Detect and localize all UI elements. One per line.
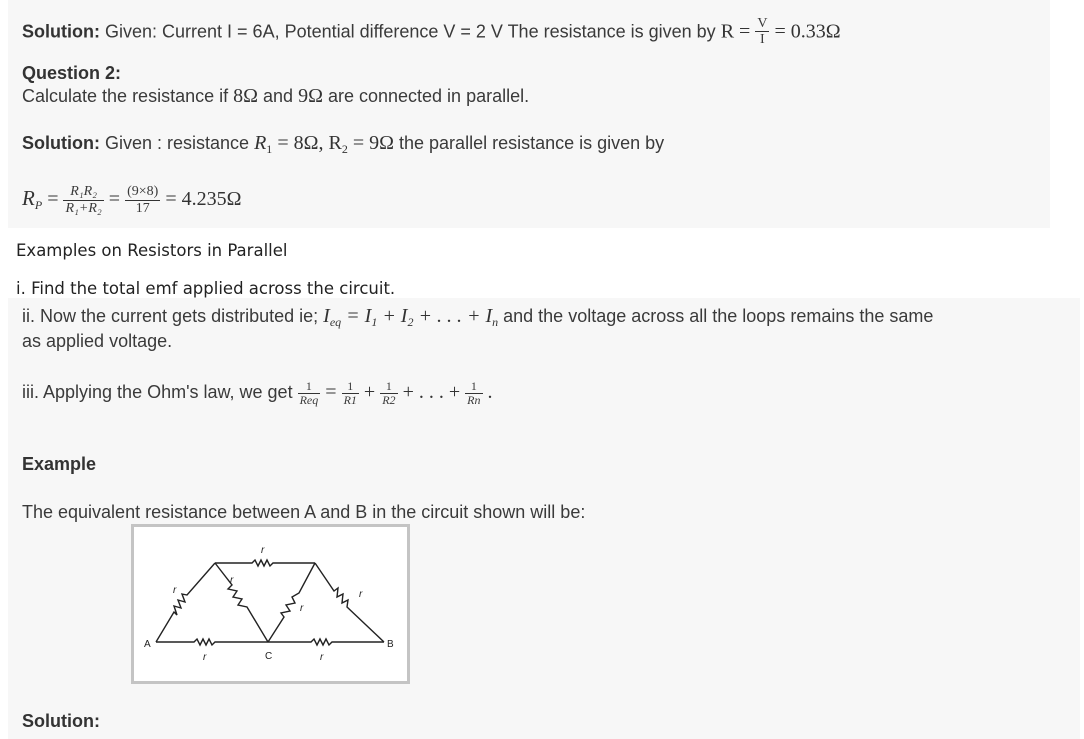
solution-2-label: Solution: [22, 133, 100, 153]
solution-1-label: Solution: [22, 21, 100, 42]
solution-2-text-b: the parallel resistance is given by [399, 133, 665, 153]
question-2-value-1: 8Ω [233, 85, 258, 107]
ohm-fraction-r1: $\frac{1}{R1}$ [343, 378, 357, 407]
step-2-text-b: and the voltage across all the loops remains the same [503, 306, 934, 326]
solution-1-line [22, 16, 841, 48]
parallel-fraction-2 [125, 184, 160, 216]
examples-heading: Examples on Resistors in Parallel [16, 241, 288, 260]
step-2-continuation: as applied voltage. [22, 331, 173, 351]
r-label-bottom-left: r [203, 652, 207, 663]
resistor-diag-c-right [268, 563, 315, 642]
r2-value: = 9Ω [352, 132, 394, 154]
solution-1-text: Given: Current I = 6A, Potential difference V = 2 V The resistance is given by [105, 21, 716, 42]
solution-1-frac-num: V [757, 16, 768, 31]
r-label-diag-a: r [173, 585, 177, 596]
circuit-svg [134, 527, 407, 681]
r-label-diag-left: r [230, 575, 234, 586]
solution-2-text-a: Given : resistance [105, 133, 250, 153]
step-2-math: $I_{eq} = I_1 + I_2$ + . . . + $I_n$ [323, 305, 499, 329]
rn-term: Rn [467, 392, 481, 407]
question-2-text-a: Calculate the resistance if [22, 86, 229, 106]
r1-term: R1 [343, 392, 357, 407]
fraction-2-numerator: (9×8) [127, 184, 159, 200]
req-denominator: Req [299, 392, 319, 407]
r2-symbol: R [328, 132, 342, 154]
r1-symbol: R [254, 132, 267, 154]
ohm-fraction-req [298, 380, 321, 407]
step-1-text: i. Find the total emf applied across the circuit. [16, 279, 396, 298]
step-3-line: iii. Applying the Ohm's law, we get $\frac{1}{\text{Req}}$ = $\frac{1}{R1}$ + $\frac{1}{R2}$ + . . . + $\frac{1}{Rn}$ . [22, 378, 493, 407]
question-2-text-b: and [263, 86, 294, 106]
r2-subscript: 2 [341, 142, 348, 156]
fraction-1-denominator: R₁+R₂ [65, 200, 102, 216]
resistor-bottom-right [268, 639, 384, 645]
solution-3-label: Solution: [22, 711, 100, 731]
resistor-diag-a [156, 563, 215, 642]
req-numerator: 1 [298, 380, 321, 394]
node-a-label: A [144, 639, 151, 650]
resistor-diag-b [315, 563, 384, 642]
question-2-value-2: 9Ω [298, 85, 323, 107]
solution-1-formula-lhs: R = [720, 20, 751, 43]
node-c-label: C [265, 651, 273, 662]
question-2-heading: Question 2: [22, 63, 122, 83]
question-2-text [22, 85, 529, 107]
r-label-bottom-right: r [320, 652, 324, 663]
equals-sign: = [47, 188, 59, 210]
ohm-fraction-r2: $\frac{1}{R2}$ [382, 378, 396, 407]
node-b-label: B [387, 639, 394, 650]
step-2-text-a: ii. Now the current gets distributed ie; [22, 306, 319, 326]
solution-2-line [22, 132, 664, 160]
r-label-top: r [261, 545, 265, 556]
equals-sign-2: = [108, 188, 121, 210]
circuit-diagram [131, 524, 410, 684]
r-label-diag-right: r [300, 603, 304, 614]
solution-1-fraction [755, 16, 769, 48]
solution-1-formula-rhs: = 0.33Ω [774, 20, 841, 43]
r2-term: R2 [382, 392, 396, 407]
resistor-top [215, 560, 315, 566]
fraction-2-denominator: 17 [135, 200, 150, 216]
step-3-text: iii. Applying the Ohm's law, we get [22, 382, 293, 402]
r1-value: = 8Ω, [277, 132, 324, 154]
r1-subscript: 1 [266, 142, 273, 156]
example-heading: Example [22, 454, 97, 474]
resistor-diag-left-c [215, 563, 268, 642]
r-label-diag-b: r [359, 589, 363, 600]
ohm-fraction-rn: $\frac{1}{Rn}$ [467, 378, 481, 407]
parallel-fraction-1 [63, 184, 103, 216]
step-2-line [22, 305, 933, 333]
fraction-1-numerator: R₁R₂ [63, 184, 103, 200]
question-2-text-c: are connected in parallel. [327, 86, 530, 106]
rp-subscript: P [34, 198, 43, 212]
solution-1-frac-den: I [760, 32, 765, 48]
resistor-bottom-left [156, 639, 268, 645]
parallel-formula [22, 176, 242, 227]
example-question: The equivalent resistance between A and B in the circuit shown will be: [22, 502, 586, 522]
rp-symbol: R [22, 186, 35, 210]
parallel-result: = 4.235Ω [165, 188, 242, 210]
